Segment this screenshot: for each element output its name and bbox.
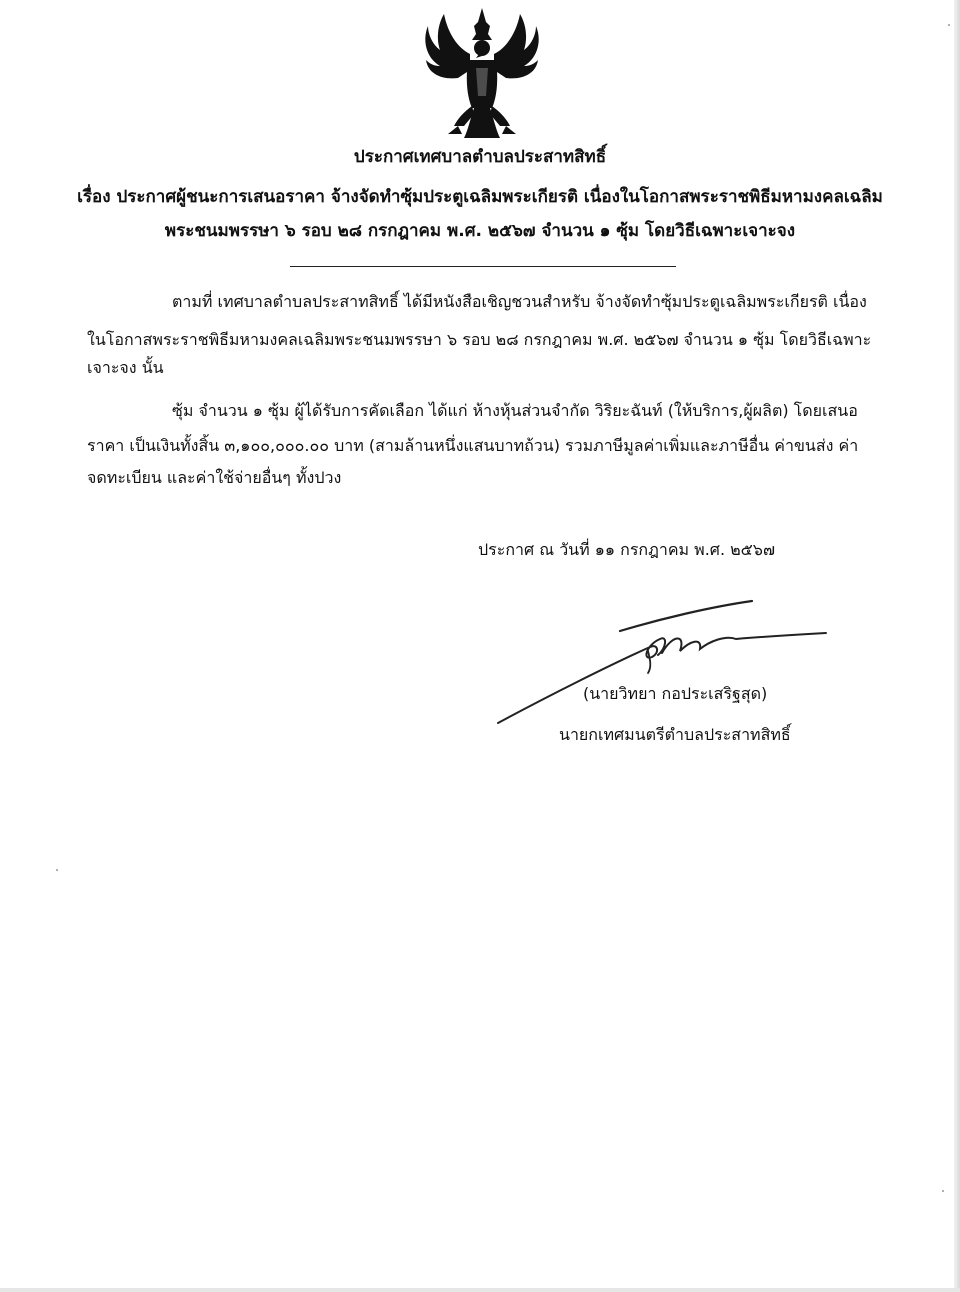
subject-line-1: เรื่อง ประกาศผู้ชนะการเสนอราคา จ้างจัดทำซุ้มประตูเฉลิมพระเกียรติ เนื่องในโอกาสพระราชพิธีมหามงคลเฉลิม <box>77 187 883 207</box>
page-edge-shadow <box>954 0 960 1292</box>
scan-speck <box>948 24 950 26</box>
paragraph-1-line-2: ในโอกาสพระราชพิธีมหามงคลเฉลิมพระชนมพรรษา ๖ รอบ ๒๘ กรกฎาคม พ.ศ. ๒๕๖๗ จำนวน ๑ ซุ้ม โดยวิธีเฉพาะ <box>87 330 872 349</box>
handwritten-signature <box>490 595 830 730</box>
scan-speck <box>942 1190 944 1192</box>
signatory-name: (นายวิทยา กอประเสริฐสุด) <box>583 684 768 703</box>
title-divider <box>290 266 676 267</box>
document-title: ประกาศเทศบาลตำบลประสาทสิทธิ์ <box>353 147 607 167</box>
announcement-date: ประกาศ ณ วันที่ ๑๑ กรกฎาคม พ.ศ. ๒๕๖๗ <box>478 540 775 559</box>
paragraph-2-line-2: ราคา เป็นเงินทั้งสิ้น ๓,๑๐๐,๐๐๐.๐๐ บาท (สามล้านหนึ่งแสนบาทถ้วน) รวมภาษีมูลค่าเพิ่มและภาษีอื่น ค่าขนส่ง ค่า <box>87 436 859 455</box>
garuda-emblem-icon <box>418 4 546 144</box>
signatory-position: นายกเทศมนตรีตำบลประสาทสิทธิ์ <box>559 725 791 744</box>
scan-speck <box>56 869 58 871</box>
paragraph-2-line-1: ซุ้ม จำนวน ๑ ซุ้ม ผู้ได้รับการคัดเลือก ได้แก่ ห้างหุ้นส่วนจำกัด วิริยะฉันท์ (ให้บริการ,ผู้ผลิต) โดยเสนอ <box>172 401 858 420</box>
paragraph-2-line-3: จดทะเบียน และค่าใช้จ่ายอื่นๆ ทั้งปวง <box>87 468 342 487</box>
paragraph-1-line-1: ตามที่ เทศบาลตำบลประสาทสิทธิ์ ได้มีหนังสือเชิญชวนสำหรับ จ้างจัดทำซุ้มประตูเฉลิมพระเกียรติ เนื่อง <box>172 292 867 311</box>
paragraph-1-line-3: เจาะจง นั้น <box>87 358 164 377</box>
page-edge-bottom <box>0 1288 960 1292</box>
subject-line-2: พระชนมพรรษา ๖ รอบ ๒๘ กรกฎาคม พ.ศ. ๒๕๖๗ จำนวน ๑ ซุ้ม โดยวิธีเฉพาะเจาะจง <box>164 221 796 241</box>
